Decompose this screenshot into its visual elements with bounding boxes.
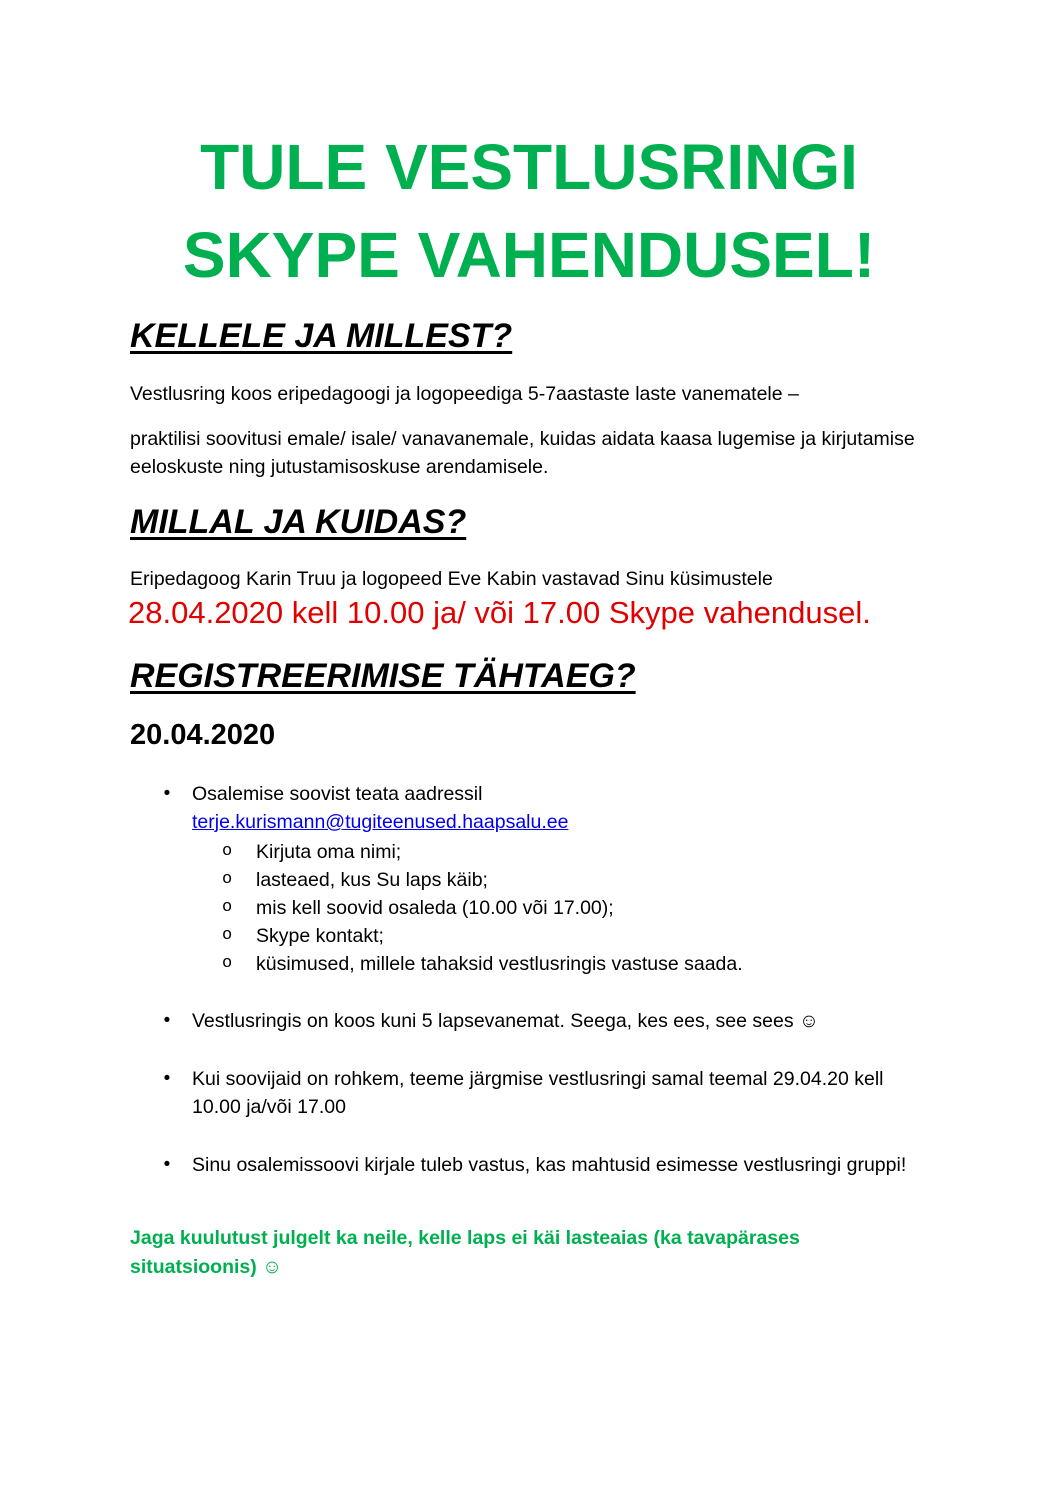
circle-outline-icon: o (222, 842, 233, 861)
specialists-paragraph: Eripedagoog Karin Truu ja logopeed Eve Kabin vastavad Sinu küsimustele (130, 568, 773, 590)
bullet-text: Osalemise soovist teata aadressil (192, 783, 483, 805)
sub-list-item: o küsimused, millele tahaksid vestlusringis vastuse saada. (222, 950, 862, 978)
requirements-sub-list (222, 838, 862, 978)
bullet-text: Vestlusringis on koos kuni 5 lapsevanemat. Seega, kes ees, see sees ☺ (192, 1010, 819, 1032)
session-date-highlight: 28.04.2020 kell 10.00 ja/ või 17.00 Skype vahendusel. (128, 595, 871, 630)
deadline-date: 20.04.2020 (130, 719, 276, 751)
circle-outline-icon: o (222, 870, 233, 889)
list-item (160, 1065, 920, 1121)
list-item (160, 780, 920, 836)
circle-outline-icon: o (222, 926, 233, 945)
circle-outline-icon: o (222, 898, 233, 917)
list-item (160, 1007, 920, 1035)
bullet-dot-icon: • (163, 1154, 171, 1175)
heading-when-and-how: MILLAL JA KUIDAS? (130, 503, 467, 541)
heading-registration-deadline: REGISTREERIMISE TÄHTAEG? (130, 657, 636, 695)
list-item (160, 1151, 920, 1179)
sub-list-item: o Skype kontakt; (222, 922, 862, 950)
page-title (0, 130, 1058, 292)
closing-note: Jaga kuulutust julgelt ka neile, kelle laps ei käi lasteaias (ka tavapärases situatsioonis) ☺ (130, 1227, 800, 1278)
sub-list-item: o Kirjuta oma nimi; (222, 838, 862, 866)
email-link[interactable]: terje.kurismann@tugiteenused.haapsalu.ee (192, 811, 569, 833)
bullet-dot-icon: • (163, 783, 171, 804)
bullet-text: Kui soovijaid on rohkem, teeme järgmise vestlusringi samal teemal 29.04.20 kell 10.00 ja/või 17.00 (192, 1068, 884, 1118)
title-line-2: SKYPE VAHENDUSEL! (182, 219, 876, 291)
advice-paragraph: praktilisi soovitusi emale/ isale/ vanavanemale, kuidas aidata kaasa lugemise ja kirjutamise eeloskuste ning jutustamisoskuse arendamisele. (130, 428, 915, 478)
circle-outline-icon: o (222, 954, 233, 973)
sub-list-item: o lasteaed, kus Su laps käib; (222, 866, 862, 894)
bullet-text: Sinu osalemissoovi kirjale tuleb vastus, kas mahtusid esimesse vestlusringi gruppi! (192, 1154, 907, 1176)
heading-who-and-what: KELLELE JA MILLEST? (130, 317, 513, 355)
bullet-dot-icon: • (163, 1010, 171, 1031)
bullet-dot-icon: • (163, 1068, 171, 1089)
sub-list-item: o mis kell soovid osaleda (10.00 või 17.00); (222, 894, 862, 922)
intro-paragraph: Vestlusring koos eripedagoogi ja logopeediga 5-7aastaste laste vanematele – (130, 383, 799, 405)
title-line-1: TULE VESTLUSRINGI (200, 131, 858, 203)
